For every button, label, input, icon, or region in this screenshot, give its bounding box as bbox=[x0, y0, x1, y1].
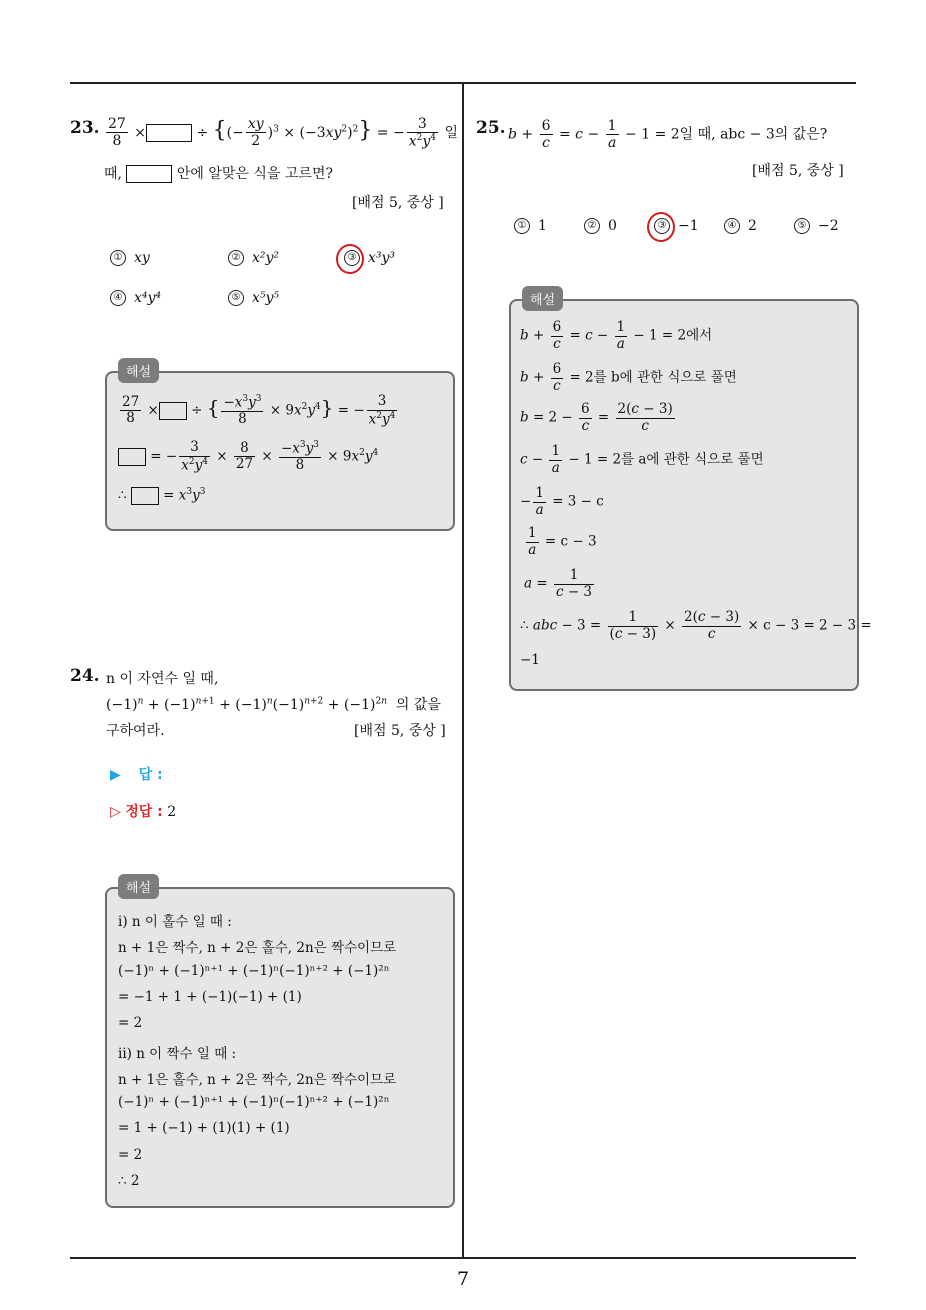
q23-stem-tail: 일 bbox=[444, 124, 459, 141]
q25-answer-mark bbox=[647, 212, 675, 242]
column-divider bbox=[462, 84, 464, 1258]
q25-sol-l5-tail: = 3 − c bbox=[552, 493, 604, 510]
q24-stem-line3: 구하여라. bbox=[106, 723, 165, 739]
q25-sol-l6-tail: = c − 3 bbox=[544, 533, 597, 550]
q23-stem-prefix: 때, bbox=[104, 166, 122, 182]
q23-solution-tag: 해설 bbox=[118, 358, 159, 383]
q25-sol-line7: a = $\frac{1}{c - 3}$ bbox=[524, 567, 593, 600]
q24-solution-line: (−1)ⁿ + (−1)ⁿ⁺¹ + (−1)ⁿ(−1)ⁿ⁺² + (−1)²ⁿ bbox=[118, 1094, 390, 1111]
choice-label: 1 bbox=[538, 218, 547, 234]
q25-tag: [배점 5, 중상 ] bbox=[752, 163, 844, 179]
q25-choice-2[interactable] bbox=[584, 218, 617, 234]
q24-stem-line2: $(-1)^n + (-1)^{n+1} + (-1)^n(-1)^{n+2} + (-1)^{2n}$ 의 값을 bbox=[106, 696, 441, 713]
q23-stem-line1: $\frac{27}{8}$ × ÷ {(− $\frac{xy}{2}$ )$^3 \times (-3xy^2)^2$} = − $\frac{3}{x^2y^4}$ 일 bbox=[108, 116, 459, 150]
q23-solution-line2: = − $\frac{3}{x^2y^4}$ × $\frac{8}{27}$ × $\frac{-x^3y^3}{8}$ × $9x^2y^4$ bbox=[118, 440, 378, 474]
q25-solution-tag: 해설 bbox=[522, 286, 563, 311]
choice-label: x²y² bbox=[252, 250, 280, 266]
q23-stem-text: 안에 알맞은 식을 고르면? bbox=[176, 166, 333, 182]
q24-solution-line: = 2 bbox=[118, 1146, 143, 1163]
q23-answer-mark bbox=[336, 244, 364, 274]
q24-solution-line: (−1)ⁿ + (−1)ⁿ⁺¹ + (−1)ⁿ(−1)ⁿ⁺² + (−1)²ⁿ bbox=[118, 962, 390, 979]
q25-sol-line2: b + $\frac{6}{c}$ = 2를 b에 관한 식으로 풀면 bbox=[520, 361, 737, 394]
q23-choice-4[interactable] bbox=[110, 290, 161, 306]
choice-number: ② bbox=[228, 250, 244, 266]
q24-solution-line: n + 1은 홀수, n + 2은 짝수, 2n은 짝수이므로 bbox=[118, 1071, 397, 1088]
q25-sol-line3: b = 2 − $\frac{6}{c}$ = $\frac{2(c - 3)}{c}$ bbox=[520, 401, 673, 434]
q25-number: 25. bbox=[476, 118, 506, 138]
q25-sol-l2-tail: = 2를 b에 관한 식으로 풀면 bbox=[569, 369, 737, 386]
q23-solution-line3: ∴ = $x^3y^3$ bbox=[118, 487, 206, 504]
choice-label: x³y³ bbox=[368, 250, 396, 266]
choice-number: ④ bbox=[110, 290, 126, 306]
q23-choice-1[interactable] bbox=[110, 250, 150, 266]
q23-tag: [배점 5, 중상 ] bbox=[352, 195, 444, 211]
choice-number: ② bbox=[584, 218, 600, 234]
q25-sol-line4: c − $\frac{1}{a}$ − 1 = 2를 a에 관한 식으로 풀면 bbox=[520, 443, 764, 476]
q24-stem-line1: n 이 자연수 일 때, bbox=[106, 671, 219, 687]
q24-solution-line: = −1 + 1 + (−1)(−1) + (1) bbox=[118, 988, 302, 1005]
correct-label: 정답 : bbox=[125, 804, 163, 820]
q25-sol-line9: −1 bbox=[520, 652, 540, 668]
page-number: 7 bbox=[456, 1268, 470, 1290]
choice-number: ⑤ bbox=[794, 218, 810, 234]
q24-solution-tag: 해설 bbox=[118, 874, 159, 899]
choice-number: ④ bbox=[724, 218, 740, 234]
choice-label: 0 bbox=[608, 218, 617, 234]
choice-label: −1 bbox=[678, 218, 699, 234]
q25-stem-tail: = 2일 때, abc − 3의 값은? bbox=[654, 126, 828, 143]
q25-sol-line1: b + $\frac{6}{c}$ = c − $\frac{1}{a}$ − 1 = 2에서 bbox=[520, 319, 713, 352]
answer-label: 답 : bbox=[138, 767, 163, 783]
choice-number: ① bbox=[514, 218, 530, 234]
choice-number: ⑤ bbox=[228, 290, 244, 306]
q24-solution-line: = 1 + (−1) + (1)(1) + (1) bbox=[118, 1120, 290, 1137]
choice-label: x⁴y⁴ bbox=[134, 290, 162, 306]
q24-stem-line2-tail: 의 값을 bbox=[395, 697, 441, 713]
q24-tag: [배점 5, 중상 ] bbox=[354, 723, 446, 739]
q25-stem: b + $\frac{6}{c}$ = c − $\frac{1}{a}$ − 1 = 2일 때, abc − 3의 값은? bbox=[508, 118, 828, 152]
choice-label: −2 bbox=[818, 218, 839, 234]
q23-choice-5[interactable] bbox=[228, 290, 279, 306]
q25-sol-l1-tail: = 2에서 bbox=[661, 327, 713, 344]
play-arrow-icon: ▶ bbox=[110, 767, 121, 783]
choice-number: ③ bbox=[654, 218, 670, 234]
q23-stem-line2 bbox=[104, 163, 333, 183]
q24-solution-line: i) n 이 홀수 일 때 : bbox=[118, 914, 232, 930]
q24-solution-line: = 2 bbox=[118, 1015, 143, 1032]
q24-correct-row bbox=[110, 801, 176, 821]
bottom-rule bbox=[70, 1257, 856, 1259]
q25-sol-l4-tail: − 1 = 2를 a에 관한 식으로 풀면 bbox=[568, 451, 764, 468]
q24-solution-line: n + 1은 짝수, n + 2은 홀수, 2n은 짝수이므로 bbox=[118, 940, 397, 957]
q25-choice-1[interactable] bbox=[514, 218, 547, 234]
choice-number: ① bbox=[110, 250, 126, 266]
choice-label: x⁵y⁵ bbox=[252, 290, 280, 306]
q23-choice-2[interactable] bbox=[228, 250, 279, 266]
choice-label: xy bbox=[134, 250, 150, 266]
q24-solution-line: ∴ 2 bbox=[118, 1173, 140, 1189]
q25-sol-line6: $\frac{1}{a}$ = c − 3 bbox=[528, 525, 597, 558]
q25-sol-line5: − $\frac{1}{a}$ = 3 − c bbox=[520, 485, 604, 518]
q25-sol-l8-tail: × c − 3 = 2 − 3 = bbox=[747, 617, 872, 634]
q25-sol-line8: ∴ abc − 3 = $\frac{1}{(c - 3)}$ × $\frac{2(c - 3)}{c}$ × c − 3 = 2 − 3 = bbox=[520, 609, 872, 642]
q23-number: 23. bbox=[70, 118, 100, 138]
outline-arrow-icon: ▷ bbox=[110, 804, 121, 820]
q25-choice-5[interactable] bbox=[794, 218, 839, 234]
choice-label: 2 bbox=[748, 218, 757, 234]
q23-solution-line1: $\frac{27}{8}$ × ÷ { $\frac{-x^3y^3}{8}$ × $9x^2y^4$} = − $\frac{3}{x^2y^4}$ bbox=[122, 393, 396, 428]
q24-solution-line: ii) n 이 짝수 일 때 : bbox=[118, 1045, 237, 1062]
q25-choice-4[interactable] bbox=[724, 218, 757, 234]
q24-answer-row[interactable] bbox=[110, 764, 163, 784]
q23-blank-box bbox=[146, 124, 192, 142]
q23-blank-box-2 bbox=[126, 165, 172, 183]
q24-number: 24. bbox=[70, 666, 100, 686]
choice-number: ③ bbox=[344, 250, 360, 266]
correct-value: 2 bbox=[167, 804, 177, 820]
